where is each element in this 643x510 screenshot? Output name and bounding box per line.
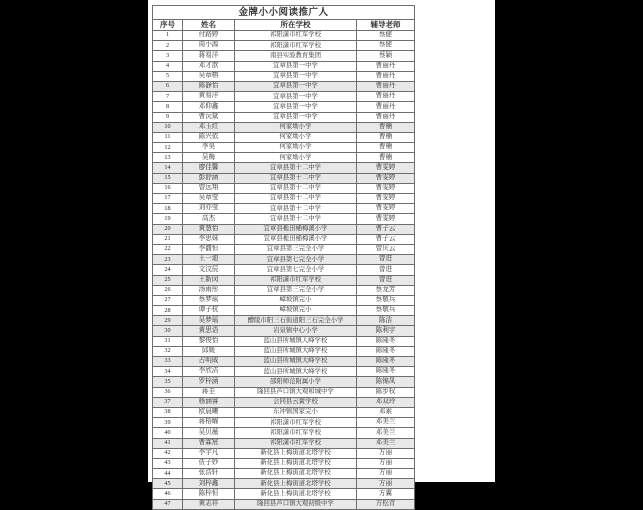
cell-student-name: 文汶辰 — [183, 265, 235, 275]
cell-serial-number: 19 — [153, 214, 183, 224]
table-row[interactable] — [153, 275, 415, 285]
cell-student-name: 吴章榕 — [183, 71, 235, 81]
cell-serial-number: 41 — [153, 438, 183, 448]
table-row[interactable] — [153, 387, 415, 397]
cell-student-name: 占明威 — [183, 357, 235, 367]
cell-student-name: 邓玉红 — [183, 122, 235, 132]
table-row[interactable] — [153, 469, 415, 479]
cell-serial-number: 32 — [153, 346, 183, 356]
cell-school: 宜章县第一中学 — [235, 61, 357, 71]
cell-teacher: 方丽 — [357, 458, 415, 468]
cell-teacher: 曹楠 — [357, 143, 415, 153]
cell-student-name: 杨涵睿 — [183, 397, 235, 407]
cell-school: 何家坳小学 — [235, 132, 357, 142]
cell-school: 宜章县第十二中学 — [235, 194, 357, 204]
cell-student-name: 曹沅斌 — [183, 112, 235, 122]
cell-student-name: 蒋梧曜 — [183, 418, 235, 428]
cell-school: 宜章县第十二中学 — [235, 204, 357, 214]
table-row[interactable] — [153, 285, 415, 295]
cell-teacher: 曹雯婷 — [357, 163, 415, 173]
cell-teacher: 曾庆云 — [357, 244, 415, 254]
table-row[interactable] — [153, 92, 415, 102]
cell-serial-number: 23 — [153, 255, 183, 265]
cell-serial-number: 2 — [153, 41, 183, 51]
column-header-name: 姓名 — [183, 20, 235, 31]
cell-teacher: 方丽 — [357, 469, 415, 479]
cell-serial-number: 4 — [153, 61, 183, 71]
table-row[interactable] — [153, 194, 415, 204]
cell-serial-number: 10 — [153, 122, 183, 132]
table-row[interactable] — [153, 265, 415, 275]
cell-student-name: 黎俊怡 — [183, 336, 235, 346]
cell-student-name: 刘梓鑫 — [183, 479, 235, 489]
table-row[interactable] — [153, 132, 415, 142]
cell-school: 南县实验教育集团 — [235, 51, 357, 61]
cell-school: 宜章县第三完全小学 — [235, 285, 357, 295]
table-row[interactable] — [153, 224, 415, 234]
cell-teacher: 曹丽丹 — [357, 81, 415, 91]
table-row[interactable] — [153, 143, 415, 153]
cell-teacher: 蔡龙芳 — [357, 285, 415, 295]
cell-student-name: 吴章莹 — [183, 194, 235, 204]
cell-school: 祁阳潇市红军学校 — [235, 41, 357, 51]
cell-teacher: 陈步权 — [357, 387, 415, 397]
table-row[interactable] — [153, 428, 415, 438]
table-row[interactable] — [153, 407, 415, 417]
table-row[interactable] — [153, 41, 415, 51]
cell-school: 祁阳潇市红军学校 — [235, 428, 357, 438]
spreadsheet-table-container — [152, 5, 414, 510]
cell-student-name: 李昊 — [183, 143, 235, 153]
cell-serial-number: 20 — [153, 224, 183, 234]
table-row[interactable] — [153, 255, 415, 265]
cell-school: 嶂坡镇完小 — [235, 295, 357, 305]
cell-teacher: 曹丽丹 — [357, 92, 415, 102]
table-header-row — [153, 20, 415, 31]
table-row[interactable] — [153, 448, 415, 458]
cell-serial-number: 43 — [153, 458, 183, 468]
cell-school: 何家坳小学 — [235, 143, 357, 153]
table-row[interactable] — [153, 357, 415, 367]
cell-school: 蓝山县所城镇大峰学校 — [235, 357, 357, 367]
cell-serial-number: 18 — [153, 204, 183, 214]
cell-school: 新化县上梅街道北塔学校 — [235, 458, 357, 468]
table-row[interactable] — [153, 244, 415, 254]
cell-serial-number: 21 — [153, 234, 183, 244]
cell-student-name: 李思妹 — [183, 234, 235, 244]
cell-school: 宜章县第十二中学 — [235, 163, 357, 173]
table-row[interactable] — [153, 153, 415, 163]
cell-serial-number: 29 — [153, 316, 183, 326]
cell-teacher: 陈隆冬 — [357, 357, 415, 367]
table-row[interactable] — [153, 183, 415, 193]
cell-school: 宜章县第七完全小学 — [235, 265, 357, 275]
cell-teacher: 曹丽丹 — [357, 112, 415, 122]
cell-school: 宜章县第十二中学 — [235, 173, 357, 183]
table-row[interactable] — [153, 418, 415, 428]
cell-student-name: 蒋圭 — [183, 387, 235, 397]
table-row[interactable] — [153, 489, 415, 499]
document-page — [148, 0, 495, 508]
table-row[interactable] — [153, 51, 415, 61]
column-header-teacher: 辅导老师 — [357, 20, 415, 31]
cell-school: 宜章县第十二中学 — [235, 183, 357, 193]
cell-school: 宜章县第一中学 — [235, 71, 357, 81]
cell-student-name: 王新闵 — [183, 275, 235, 285]
cell-teacher: 邓素 — [357, 407, 415, 417]
cell-school: 岩泉镇中心小学 — [235, 326, 357, 336]
table-row[interactable] — [153, 112, 415, 122]
cell-school: 蓝山县所城镇大峰学校 — [235, 367, 357, 377]
cell-school: 何家坳小学 — [235, 153, 357, 163]
cell-teacher: 蔡敬兵 — [357, 295, 415, 305]
cell-teacher: 曹丽丹 — [357, 102, 415, 112]
cell-serial-number: 6 — [153, 81, 183, 91]
table-title-row — [153, 6, 415, 20]
cell-serial-number: 15 — [153, 173, 183, 183]
cell-student-name: 邱媛 — [183, 346, 235, 356]
cell-teacher: 曹子云 — [357, 224, 415, 234]
cell-student-name: 黄志祥 — [183, 499, 235, 509]
cell-student-name: 付路婷 — [183, 31, 235, 41]
cell-school: 新化县上梅街道北塔学校 — [235, 489, 357, 499]
cell-school: 宜章县栀田桶梅溪小学 — [235, 234, 357, 244]
cell-serial-number: 22 — [153, 244, 183, 254]
cell-serial-number: 5 — [153, 71, 183, 81]
cell-school: 嶂坡镇完小 — [235, 306, 357, 316]
cell-serial-number: 11 — [153, 132, 183, 142]
table-row[interactable] — [153, 438, 415, 448]
table-row[interactable] — [153, 295, 415, 305]
cell-student-name: 周小源 — [183, 41, 235, 51]
cell-teacher: 曹雯婷 — [357, 204, 415, 214]
cell-serial-number: 42 — [153, 448, 183, 458]
cell-school: 隆回县芦口镇大观和城中学 — [235, 387, 357, 397]
cell-student-name: 汤雨彤 — [183, 285, 235, 295]
cell-teacher: 曹楠 — [357, 122, 415, 132]
cell-school: 宜章县第一中学 — [235, 81, 357, 91]
cell-school: 宜章县栀田桶梅溪小学 — [235, 224, 357, 234]
table-row[interactable] — [153, 306, 415, 316]
table-row[interactable] — [153, 367, 415, 377]
cell-student-name: 邓才歆 — [183, 61, 235, 71]
cell-serial-number: 38 — [153, 407, 183, 417]
table-row[interactable] — [153, 81, 415, 91]
cell-student-name: 高杰 — [183, 214, 235, 224]
cell-serial-number: 14 — [153, 163, 183, 173]
cell-student-name: 欧晨曦 — [183, 407, 235, 417]
cell-serial-number: 1 — [153, 31, 183, 41]
cell-school: 隆回县芦口镇大观初级中学 — [235, 499, 357, 509]
cell-school: 新化县上梅街道北塔学校 — [235, 469, 357, 479]
cell-school: 蓝山县所城镇大峰学校 — [235, 346, 357, 356]
cell-teacher: 陈利宇 — [357, 326, 415, 336]
table-row[interactable] — [153, 122, 415, 132]
cell-student-name: 黄慧怡 — [183, 224, 235, 234]
cell-serial-number: 24 — [153, 265, 183, 275]
cell-student-name: 谭子杭 — [183, 306, 235, 316]
table-row[interactable] — [153, 71, 415, 81]
cell-teacher: 陈隆冬 — [357, 336, 415, 346]
cell-school: 宜章县第十二中学 — [235, 214, 357, 224]
cell-student-name: 曹霖宸 — [183, 438, 235, 448]
cell-student-name: 王一迪 — [183, 255, 235, 265]
cell-serial-number: 3 — [153, 51, 183, 61]
cell-school: 宜章县第三完全小学 — [235, 244, 357, 254]
cell-teacher: 方丽 — [357, 448, 415, 458]
cell-school: 宜章县第一中学 — [235, 92, 357, 102]
cell-student-name: 吴梅 — [183, 153, 235, 163]
table-body — [153, 6, 415, 510]
cell-serial-number: 25 — [153, 275, 183, 285]
cell-school: 东冲镇国家完小 — [235, 407, 357, 417]
cell-serial-number: 35 — [153, 377, 183, 387]
cell-teacher: 曹楠 — [357, 153, 415, 163]
cell-school: 宜章县第一中学 — [235, 102, 357, 112]
cell-student-name: 李馥恒 — [183, 244, 235, 254]
cell-serial-number: 7 — [153, 92, 183, 102]
cell-serial-number: 16 — [153, 183, 183, 193]
cell-student-name: 黄思语 — [183, 326, 235, 336]
cell-school: 会同县云黉学校 — [235, 397, 357, 407]
cell-student-name: 彭舒涵 — [183, 173, 235, 183]
reading-promoters-table — [152, 5, 415, 510]
cell-student-name: 罗梓涵 — [183, 377, 235, 387]
cell-serial-number: 45 — [153, 479, 183, 489]
cell-serial-number: 26 — [153, 285, 183, 295]
cell-serial-number: 40 — [153, 428, 183, 438]
cell-serial-number: 12 — [153, 143, 183, 153]
cell-student-name: 吴贝薇 — [183, 428, 235, 438]
cell-student-name: 李宇凡 — [183, 448, 235, 458]
cell-serial-number: 9 — [153, 112, 183, 122]
cell-student-name: 曾远翔 — [183, 183, 235, 193]
table-row[interactable] — [153, 336, 415, 346]
cell-serial-number: 47 — [153, 499, 183, 509]
table-row[interactable] — [153, 458, 415, 468]
cell-serial-number: 31 — [153, 336, 183, 346]
cell-serial-number: 34 — [153, 367, 183, 377]
cell-teacher: 方丽 — [357, 479, 415, 489]
cell-serial-number: 39 — [153, 418, 183, 428]
cell-teacher: 邓美兰 — [357, 418, 415, 428]
cell-teacher: 曾进 — [357, 255, 415, 265]
cell-student-name: 刘亦莹 — [183, 204, 235, 214]
cell-serial-number: 44 — [153, 469, 183, 479]
cell-school: 祁阳潇市红军学校 — [235, 275, 357, 285]
table-row[interactable] — [153, 204, 415, 214]
cell-school: 蓝山县所城镇人峰学校 — [235, 336, 357, 346]
column-header-no: 序号 — [153, 20, 183, 31]
cell-serial-number: 30 — [153, 326, 183, 336]
table-row[interactable] — [153, 397, 415, 407]
table-row[interactable] — [153, 346, 415, 356]
cell-school: 醴陵市阳三石街道阳三石完全小学 — [235, 316, 357, 326]
table-row[interactable] — [153, 102, 415, 112]
table-row[interactable] — [153, 173, 415, 183]
cell-teacher: 蔡健 — [357, 41, 415, 51]
cell-serial-number: 37 — [153, 397, 183, 407]
cell-serial-number: 17 — [153, 194, 183, 204]
cell-teacher: 邓美兰 — [357, 428, 415, 438]
table-row[interactable] — [153, 499, 415, 509]
cell-teacher: 蔡颖 — [357, 51, 415, 61]
cell-school: 何家坳小学 — [235, 122, 357, 132]
cell-teacher: 蔡敬兵 — [357, 306, 415, 316]
cell-student-name: 张浩轩 — [183, 469, 235, 479]
cell-student-name: 廖佳馨 — [183, 163, 235, 173]
cell-school: 祁阳潇市红军学校 — [235, 438, 357, 448]
cell-school: 祁阳潇市红军学校 — [235, 418, 357, 428]
cell-school: 新化县上梅街道北塔学校 — [235, 448, 357, 458]
cell-student-name: 吴梦瑶 — [183, 316, 235, 326]
cell-school: 宜章县第七完全小学 — [235, 255, 357, 265]
cell-student-name: 陈静怡 — [183, 81, 235, 91]
cell-teacher: 曹雯婷 — [357, 183, 415, 193]
cell-serial-number: 33 — [153, 357, 183, 367]
cell-teacher: 陈洁 — [357, 316, 415, 326]
table-row[interactable] — [153, 214, 415, 224]
table-row[interactable] — [153, 61, 415, 71]
cell-teacher: 曹雯婷 — [357, 173, 415, 183]
cell-teacher: 方翼 — [357, 489, 415, 499]
cell-school: 宜章县第一中学 — [235, 112, 357, 122]
cell-teacher: 曹楠 — [357, 132, 415, 142]
cell-teacher: 曹雯婷 — [357, 194, 415, 204]
table-row[interactable] — [153, 316, 415, 326]
page-title: 金牌小小阅读推广人 — [153, 6, 415, 20]
cell-teacher: 蔡健 — [357, 31, 415, 41]
table-row[interactable] — [153, 31, 415, 41]
cell-school: 邵阳师范附属小学 — [235, 377, 357, 387]
table-row[interactable] — [153, 234, 415, 244]
cell-school: 祁阳潇市红军学校 — [235, 31, 357, 41]
cell-teacher: 邓美兰 — [357, 438, 415, 448]
cell-serial-number: 46 — [153, 489, 183, 499]
cell-teacher: 邓双玲 — [357, 397, 415, 407]
cell-serial-number: 28 — [153, 306, 183, 316]
cell-teacher: 曾进 — [357, 275, 415, 285]
cell-serial-number: 36 — [153, 387, 183, 397]
cell-student-name: 李欣洁 — [183, 367, 235, 377]
column-header-school: 所在学校 — [235, 20, 357, 31]
cell-student-name: 陈梓恒 — [183, 489, 235, 499]
cell-student-name: 黄易洋 — [183, 92, 235, 102]
cell-serial-number: 8 — [153, 102, 183, 112]
cell-teacher: 曹雯婷 — [357, 214, 415, 224]
table-row[interactable] — [153, 163, 415, 173]
cell-student-name: 邓仰鑫 — [183, 102, 235, 112]
cell-student-name: 陈兴依 — [183, 132, 235, 142]
table-row[interactable] — [153, 377, 415, 387]
cell-teacher: 曹丽丹 — [357, 61, 415, 71]
cell-teacher: 方松青 — [357, 499, 415, 509]
cell-school: 新化县上梅街道北塔学校 — [235, 479, 357, 489]
cell-teacher: 陈隆冬 — [357, 346, 415, 356]
table-row[interactable] — [153, 479, 415, 489]
cell-teacher: 陈隆冬 — [357, 367, 415, 377]
cell-student-name: 蔡梦瑶 — [183, 295, 235, 305]
cell-student-name: 蒋易洋 — [183, 51, 235, 61]
cell-student-name: 伍子妙 — [183, 458, 235, 468]
cell-serial-number: 27 — [153, 295, 183, 305]
cell-teacher: 曹丽丹 — [357, 71, 415, 81]
cell-serial-number: 13 — [153, 153, 183, 163]
cell-teacher: 陈锦凤 — [357, 377, 415, 387]
table-row[interactable] — [153, 326, 415, 336]
cell-teacher: 曾进 — [357, 265, 415, 275]
cell-teacher: 曹子云 — [357, 234, 415, 244]
